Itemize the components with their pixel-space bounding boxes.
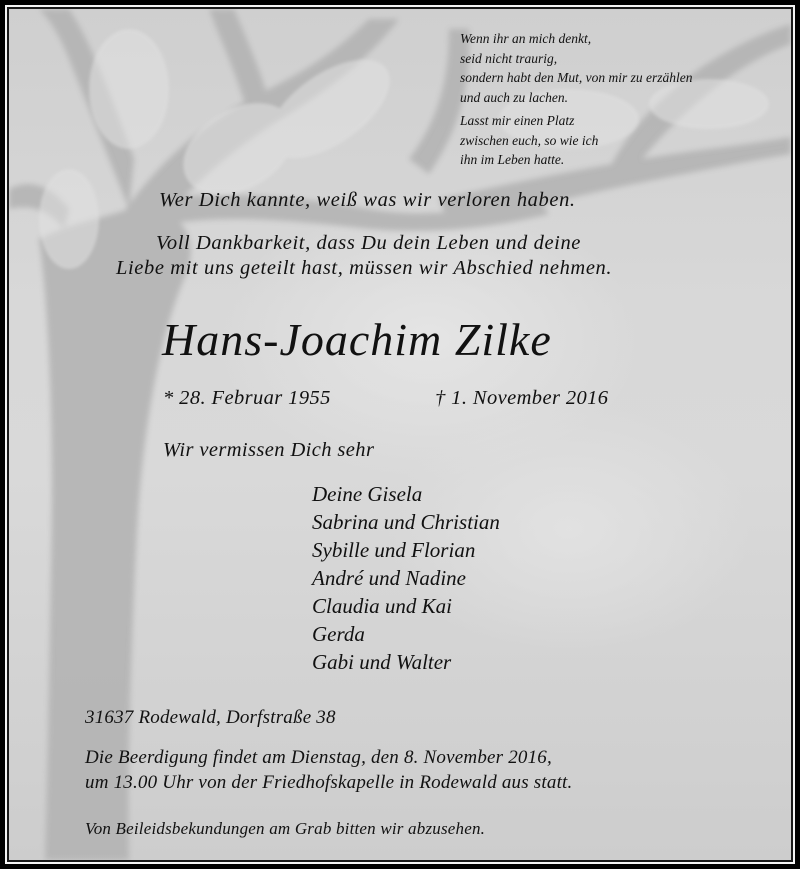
- death-date: † 1. November 2016: [435, 387, 609, 409]
- poem-line: zwischen euch, so wie ich: [460, 132, 599, 148]
- address: 31637 Rodewald, Dorfstraße 38: [85, 707, 336, 728]
- poem-line: Lasst mir einen Platz: [460, 113, 575, 128]
- family-list: [312, 480, 500, 676]
- poem: [460, 29, 692, 174]
- condolence-note: Von Beileidsbekundungen am Grab bitten wir abzusehen.: [85, 819, 486, 838]
- family-member: André und Nadine: [312, 566, 466, 590]
- funeral-line-1: Die Beerdigung findet am Dienstag, den 8. November 2016,: [85, 747, 552, 768]
- farewell-line: Wir vermissen Dich sehr: [163, 439, 375, 461]
- poem-line: seid nicht traurig,: [460, 50, 558, 66]
- poem-line: Wenn ihr an mich denkt,: [460, 31, 592, 46]
- obituary-canvas: [9, 9, 791, 860]
- intro-line-3: Liebe mit uns geteilt hast, müssen wir Abschied nehmen.: [116, 257, 613, 279]
- poem-line: ihn im Leben hatte.: [460, 152, 565, 167]
- poem-line: sondern habt den Mut, von mir zu erzählen: [460, 70, 693, 85]
- family-member: Claudia und Kai: [312, 594, 453, 618]
- intro-line-1: Wer Dich kannte, weiß was wir verloren haben.: [159, 189, 576, 211]
- funeral-line-2: um 13.00 Uhr von der Friedhofskapelle in Rodewald aus statt.: [85, 772, 573, 793]
- deceased-name: Hans-Joachim Zilke: [162, 314, 552, 365]
- family-member: Gabi und Walter: [312, 650, 452, 674]
- family-member: Sybille und Florian: [312, 538, 476, 562]
- poem-stanza: [460, 29, 692, 107]
- intro-line-2: Voll Dankbarkeit, dass Du dein Leben und deine: [156, 232, 582, 254]
- family-member: Sabrina und Christian: [312, 510, 500, 534]
- family-member: Deine Gisela: [312, 482, 423, 506]
- poem-stanza: [460, 111, 692, 170]
- family-member: Gerda: [312, 622, 365, 646]
- birth-date: * 28. Februar 1955: [163, 387, 331, 409]
- poem-line: und auch zu lachen.: [460, 89, 568, 105]
